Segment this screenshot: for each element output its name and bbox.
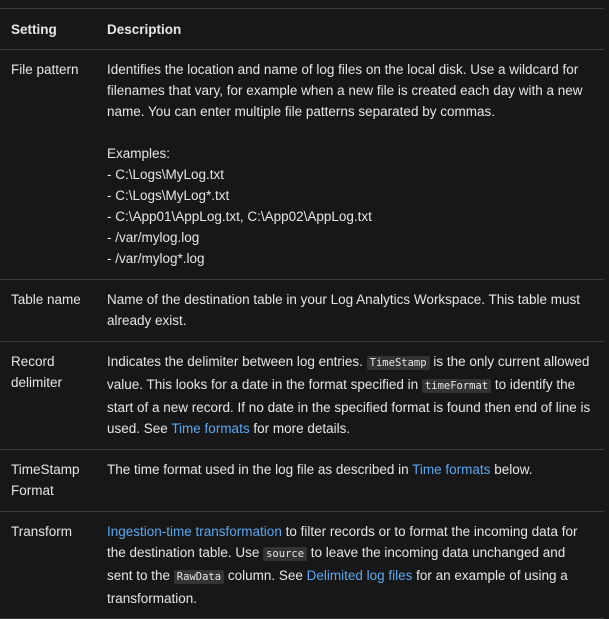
code-timeformat: timeFormat (422, 379, 491, 393)
link-ingestion-time-transformation[interactable]: Ingestion-time transformation (107, 524, 282, 539)
transform-text: to leave the incoming data unchanged and sent to the (107, 545, 566, 583)
record-delimiter-text: to identify the start of a new record. If no date in the specified format is found then end of line is used. See (107, 377, 591, 436)
record-delimiter-text: Indicates the delimiter between log entries. (107, 354, 367, 369)
settings-table (0, 8, 604, 619)
table-row-table-name (0, 280, 604, 342)
transform-text: column. See (224, 568, 307, 583)
example-item: - C:\Logs\MyLog.txt (107, 167, 225, 182)
setting-file-pattern: File pattern (0, 50, 107, 280)
setting-timestamp-format: TimeStamp Format (0, 450, 107, 512)
transform-text: for an example of using a transformation. (107, 568, 568, 606)
description-file-pattern (107, 50, 604, 280)
setting-transform: Transform (0, 512, 107, 619)
link-time-formats-below[interactable]: Time formats (412, 462, 491, 477)
setting-table-name: Table name (0, 280, 107, 342)
table-row-transform (0, 512, 604, 619)
link-delimited-log-files[interactable]: Delimited log files (306, 568, 413, 583)
link-time-formats[interactable]: Time formats (171, 421, 250, 436)
transform-text: to filter records or to format the incoming data for the destination table. Use (107, 524, 578, 560)
table-row-timestamp-format (0, 450, 604, 512)
table-header-row (0, 9, 604, 50)
example-item: - /var/mylog*.log (107, 251, 205, 266)
description-timestamp-format (107, 450, 604, 512)
settings-table-container (0, 8, 604, 619)
description-record-delimiter (107, 342, 604, 450)
example-item: - /var/mylog.log (107, 230, 200, 245)
setting-record-delimiter: Record delimiter (0, 342, 107, 450)
record-delimiter-text: for more details. (249, 421, 351, 436)
code-rawdata: RawData (174, 570, 224, 584)
timestamp-format-text: The time format used in the log file as described in (107, 462, 413, 477)
description-table-name: Name of the destination table in your Log Analytics Workspace. This table must already exist. (107, 280, 604, 342)
examples-label: Examples: (107, 146, 171, 161)
example-item: - C:\Logs\MyLog*.txt (107, 188, 230, 203)
table-row-file-pattern (0, 50, 604, 280)
example-item: - C:\App01\AppLog.txt, C:\App02\AppLog.txt (107, 209, 372, 224)
table-row-record-delimiter (0, 342, 604, 450)
record-delimiter-text: is the only current allowed value. This looks for a date in the format specified in (107, 354, 590, 392)
file-pattern-description-text: Identifies the location and name of log files on the local disk. Use a wildcard for filenames that vary, for example when a new file is created each day with a new name. You can enter multiple file patterns separated by commas. (107, 62, 583, 119)
code-source: source (263, 547, 307, 561)
header-setting: Setting (0, 9, 107, 50)
header-description: Description (107, 9, 604, 50)
description-transform (107, 512, 604, 619)
code-timestamp: TimeStamp (367, 356, 430, 370)
timestamp-format-text: below. (490, 462, 533, 477)
